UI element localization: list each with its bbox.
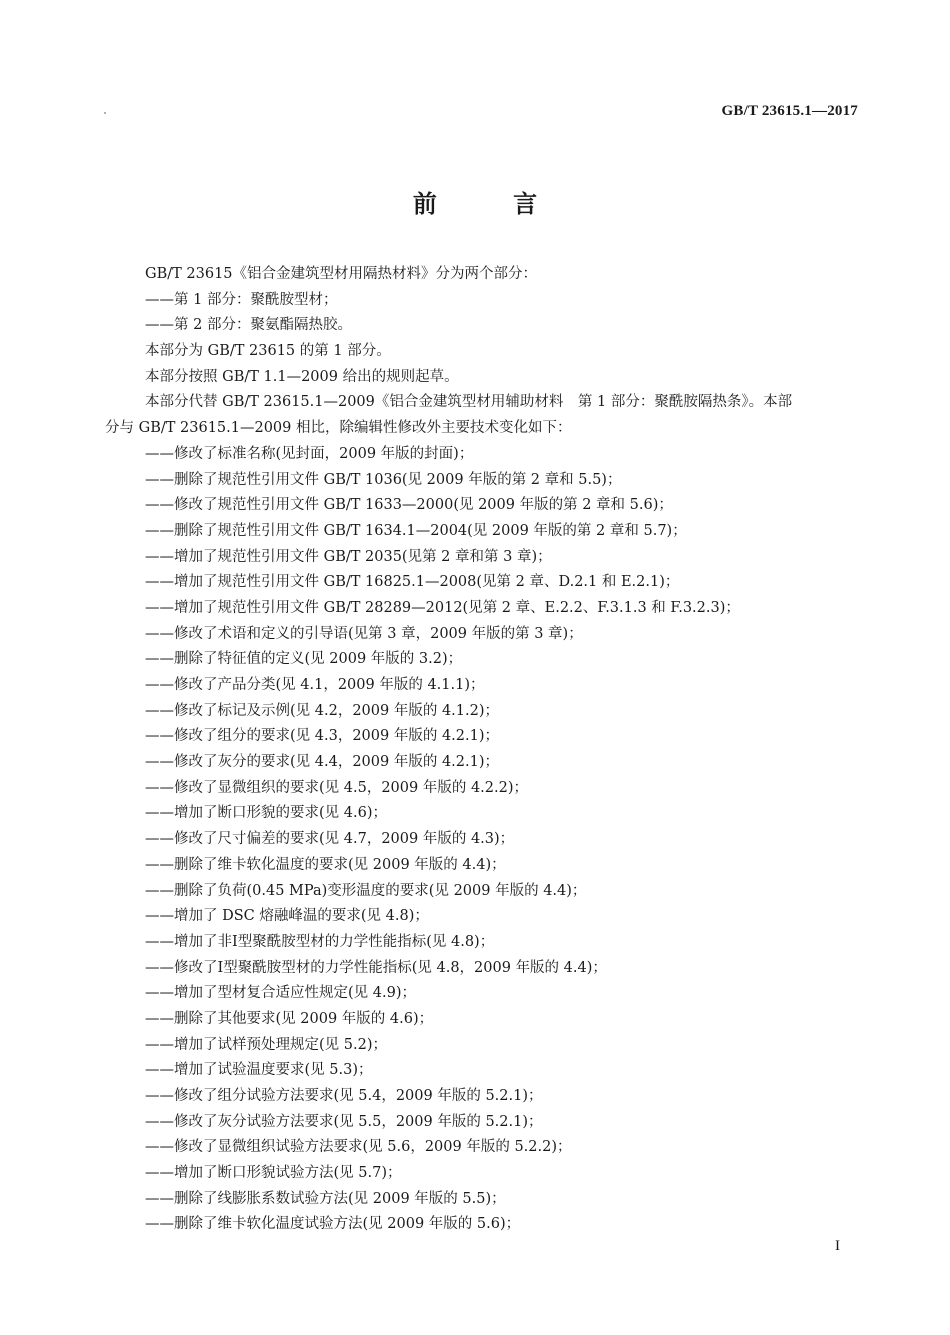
change-item: ——删除了规范性引用文件 GB/T 1634.1—2004(见 2009 年版的第 2 章和 5.7)； bbox=[145, 522, 687, 539]
paragraph-this-part: 本部分为 GB/T 23615 的第 1 部分。 bbox=[145, 343, 391, 360]
change-item: ——修改了标准名称(见封面，2009 年版的封面)； bbox=[145, 445, 474, 462]
change-item: ——删除了维卡软化温度试验方法(见 2009 年版的 5.6)； bbox=[145, 1216, 521, 1233]
change-item: ——修改了组分试验方法要求(见 5.4，2009 年版的 5.2.1)； bbox=[145, 1088, 543, 1104]
standard-number: GB/T 23615.1—2017 bbox=[721, 103, 858, 119]
change-item: ——修改了显微组织的要求(见 4.5，2009 年版的 4.2.2)； bbox=[145, 779, 528, 796]
change-item: ——删除了特征值的定义(见 2009 年版的 3.2)； bbox=[145, 651, 463, 668]
page-number: I bbox=[835, 1238, 840, 1254]
scan-speck bbox=[104, 112, 106, 114]
change-item: ——修改了术语和定义的引导语(见第 3 章，2009 年版的第 3 章)； bbox=[145, 625, 583, 642]
paragraph-intro: GB/T 23615《铝合金建筑型材用隔热材料》分为两个部分： bbox=[145, 266, 538, 282]
list-item-part1: ——第 1 部分：聚酰胺型材； bbox=[145, 291, 338, 308]
change-item: ——修改了组分的要求(见 4.3，2009 年版的 4.2.1)； bbox=[145, 728, 499, 745]
change-item: ——增加了断口形貌的要求(见 4.6)； bbox=[145, 805, 387, 822]
change-item: ——修改了灰分的要求(见 4.4，2009 年版的 4.2.1)； bbox=[145, 754, 499, 771]
change-item: ——增加了规范性引用文件 GB/T 2035(见第 2 章和第 3 章)； bbox=[145, 548, 552, 565]
change-item: ——修改了规范性引用文件 GB/T 1633—2000(见 2009 年版的第 2 章和 5.6)； bbox=[145, 497, 673, 514]
change-item: ——修改了产品分类(见 4.1，2009 年版的 4.1.1)； bbox=[145, 677, 485, 693]
paragraph-replaces-line2: 分与 GB/T 23615.1—2009 相比，除编辑性修改外主要技术变化如下： bbox=[105, 420, 572, 437]
change-item: ——删除了规范性引用文件 GB/T 1036(见 2009 年版的第 2 章和 5.5)； bbox=[145, 471, 622, 488]
change-item: ——修改了尺寸偏差的要求(见 4.7，2009 年版的 4.3)； bbox=[145, 831, 515, 848]
change-item: ——删除了其他要求(见 2009 年版的 4.6)； bbox=[145, 1010, 434, 1027]
change-item: ——修改了显微组织试验方法要求(见 5.6，2009 年版的 5.2.2)； bbox=[145, 1139, 572, 1156]
change-item: ——修改了灰分试验方法要求(见 5.5，2009 年版的 5.2.1)； bbox=[145, 1113, 543, 1130]
change-item: ——增加了试验温度要求(见 5.3)； bbox=[145, 1062, 373, 1079]
paragraph-replaces-line1: 本部分代替 GB/T 23615.1—2009《铝合金建筑型材用辅助材料 第 1 部分：聚酰胺隔热条》。本部 bbox=[145, 394, 793, 411]
change-item: ——增加了型材复合适应性规定(见 4.9)； bbox=[145, 985, 416, 1002]
change-item: ——删除了维卡软化温度的要求(见 2009 年版的 4.4)； bbox=[145, 856, 506, 873]
page-title: 前 言 bbox=[412, 189, 572, 218]
change-item: ——增加了试样预处理规定(见 5.2)； bbox=[145, 1036, 387, 1053]
document-body bbox=[105, 262, 857, 1238]
change-item: ——增加了规范性引用文件 GB/T 16825.1—2008(见第 2 章、D.2.1 和 E.2.1)； bbox=[145, 574, 680, 591]
change-item: ——删除了线膨胀系数试验方法(见 2009 年版的 5.5)； bbox=[145, 1190, 506, 1207]
change-item: ——增加了非Ⅰ型聚酰胺型材的力学性能指标(见 4.8)； bbox=[145, 933, 495, 950]
change-item: ——修改了Ⅰ型聚酰胺型材的力学性能指标(见 4.8，2009 年版的 4.4)； bbox=[145, 959, 607, 976]
change-item: ——增加了规范性引用文件 GB/T 28289—2012(见第 2 章、E.2.2、F.3.1.3 和 F.3.2.3)； bbox=[145, 599, 740, 616]
change-item: ——修改了标记及示例(见 4.2，2009 年版的 4.1.2)； bbox=[145, 702, 499, 719]
change-item: ——增加了断口形貌试验方法(见 5.7)； bbox=[145, 1165, 402, 1182]
list-item-part2: ——第 2 部分：聚氨酯隔热胶。 bbox=[145, 317, 352, 334]
changes-list bbox=[105, 442, 857, 1238]
change-item: ——删除了负荷(0.45 MPa)变形温度的要求(见 2009 年版的 4.4)； bbox=[145, 882, 587, 899]
change-item: ——增加了 DSC 熔融峰温的要求(见 4.8)； bbox=[145, 908, 429, 925]
paragraph-drafting-rules: 本部分按照 GB/T 1.1—2009 给出的规则起草。 bbox=[145, 368, 459, 385]
